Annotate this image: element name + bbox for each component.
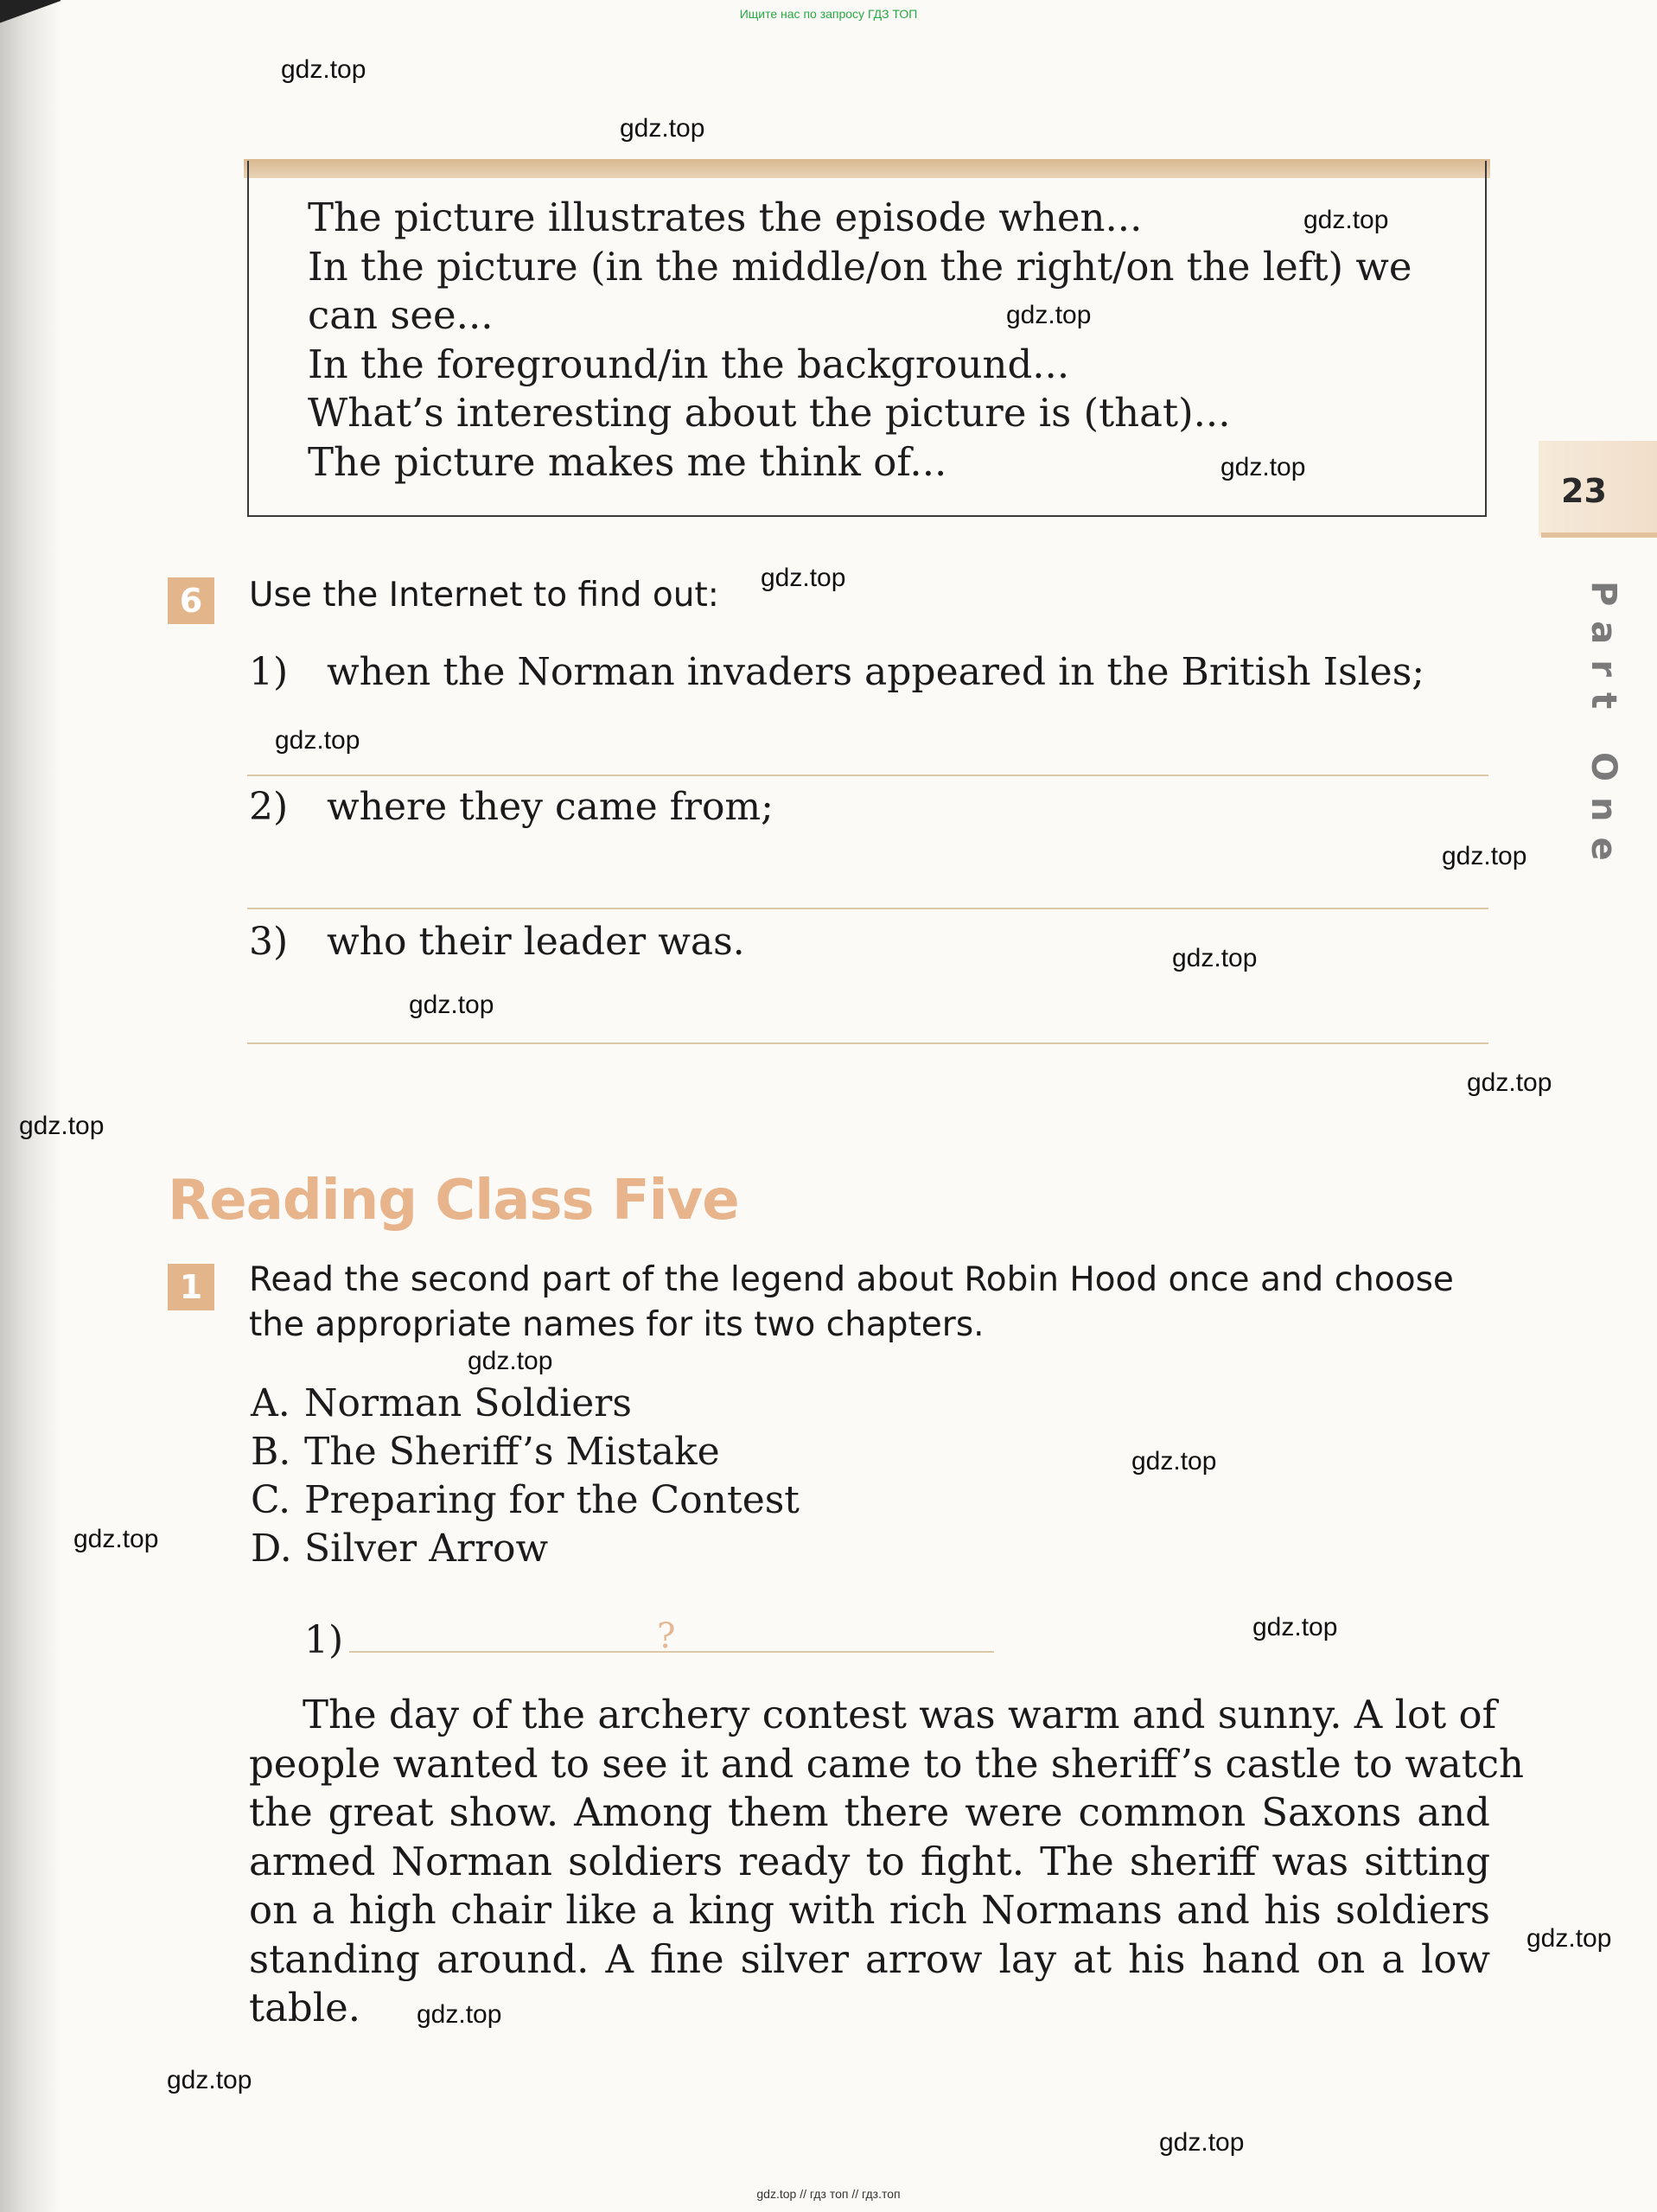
phrase-line: The picture makes me think of... [308, 438, 947, 485]
watermark: gdz.top [761, 564, 846, 592]
page-tab-rule [1541, 532, 1657, 538]
passage-line: The day of the archery contest was warm and sunny. A lot of [303, 1692, 1497, 1737]
choice-letter: A. [251, 1381, 290, 1425]
passage-line: the great show. Among them there were common Saxons and [249, 1789, 1490, 1835]
watermark: gdz.top [19, 1112, 105, 1140]
phrase-line: The picture illustrates the episode when... [308, 194, 1143, 240]
story-passage [249, 1691, 1525, 2033]
item-text: who their leader was. [327, 920, 745, 964]
choice-b[interactable] [251, 1428, 800, 1476]
chapter-choices [251, 1380, 800, 1573]
passage-line: armed Norman soldiers ready to fight. The sheriff was sitting [249, 1838, 1490, 1884]
phrase-line: In the foreground/in the background... [308, 341, 1070, 387]
watermark: gdz.top [1172, 944, 1258, 972]
watermark: gdz.top [1526, 1924, 1612, 1953]
passage-line: standing around. A fine silver arrow lay at his hand on a low [249, 1935, 1490, 1982]
watermark: gdz.top [409, 991, 494, 1019]
choice-letter: D. [251, 1527, 292, 1571]
choice-text: The Sheriff’s Mistake [304, 1430, 720, 1474]
task-1-instruction-line-1: Read the second part of the legend about Robin Hood once and choose [249, 1260, 1454, 1299]
watermark: gdz.top [1159, 2128, 1245, 2157]
choice-letter: B. [251, 1430, 291, 1474]
bottom-banner: gdz.top // гдз топ // гдз.топ [756, 2187, 901, 2201]
passage-line: table. [249, 1985, 361, 2030]
item-number: 3) [249, 920, 289, 964]
task-6-item-3 [249, 920, 745, 964]
choice-a[interactable] [251, 1380, 800, 1428]
watermark: gdz.top [1252, 1613, 1338, 1641]
section-title: Reading Class Five [168, 1169, 739, 1233]
passage-line: on a high chair like a king with rich Normans and his soldiers [249, 1887, 1490, 1933]
watermark: gdz.top [1303, 206, 1389, 234]
watermark: gdz.top [417, 2000, 502, 2029]
choice-letter: C. [251, 1478, 291, 1522]
page-number: 23 [1561, 472, 1607, 510]
top-banner: Ищите нас по запросу ГДЗ ТОП [739, 7, 918, 21]
task-6-instruction: Use the Internet to find out: [249, 576, 719, 615]
part-label: Part One [1584, 581, 1623, 877]
task-6-number-badge: 6 [168, 577, 214, 624]
watermark: gdz.top [73, 1525, 159, 1553]
phrase-line: In the picture (in the middle/on the right/on the left) we [308, 243, 1412, 290]
answer-line[interactable] [247, 775, 1488, 776]
watermark: gdz.top [275, 726, 360, 755]
task-1-instruction-line-2: the appropriate names for its two chapters. [249, 1305, 985, 1344]
book-spine-shadow [0, 0, 61, 2212]
answer-line[interactable] [247, 908, 1488, 909]
watermark: gdz.top [1220, 453, 1306, 481]
phrase-list [308, 194, 1412, 487]
item-number: 2) [249, 785, 289, 829]
choice-text: Silver Arrow [304, 1527, 549, 1571]
choice-d[interactable] [251, 1525, 800, 1573]
item-number: 1) [249, 650, 289, 694]
passage-line: people wanted to see it and came to the sheriff’s castle to watch [249, 1740, 1525, 1787]
watermark: gdz.top [1467, 1068, 1552, 1097]
item-text: where they came from; [327, 785, 774, 829]
chapter-number: 1) [304, 1618, 344, 1662]
item-text: when the Norman invaders appeared in the British Isles; [327, 650, 1425, 694]
task-6-item-1 [249, 650, 1424, 694]
watermark: gdz.top [620, 114, 705, 143]
task-1-number-badge: 1 [168, 1264, 214, 1310]
choice-text: Preparing for the Contest [304, 1478, 800, 1522]
phrase-line: can see... [308, 292, 494, 338]
chapter-placeholder: ? [657, 1616, 676, 1656]
watermark: gdz.top [1006, 301, 1092, 329]
task-6-item-2 [249, 785, 774, 829]
watermark: gdz.top [1131, 1447, 1217, 1476]
watermark: gdz.top [281, 55, 366, 84]
answer-line[interactable] [247, 1042, 1488, 1044]
watermark: gdz.top [167, 2066, 252, 2094]
watermark: gdz.top [1442, 842, 1527, 870]
choice-text: Norman Soldiers [304, 1381, 632, 1425]
phrase-line: What’s interesting about the picture is (that)... [308, 390, 1231, 436]
choice-c[interactable] [251, 1476, 800, 1525]
watermark: gdz.top [468, 1347, 553, 1375]
